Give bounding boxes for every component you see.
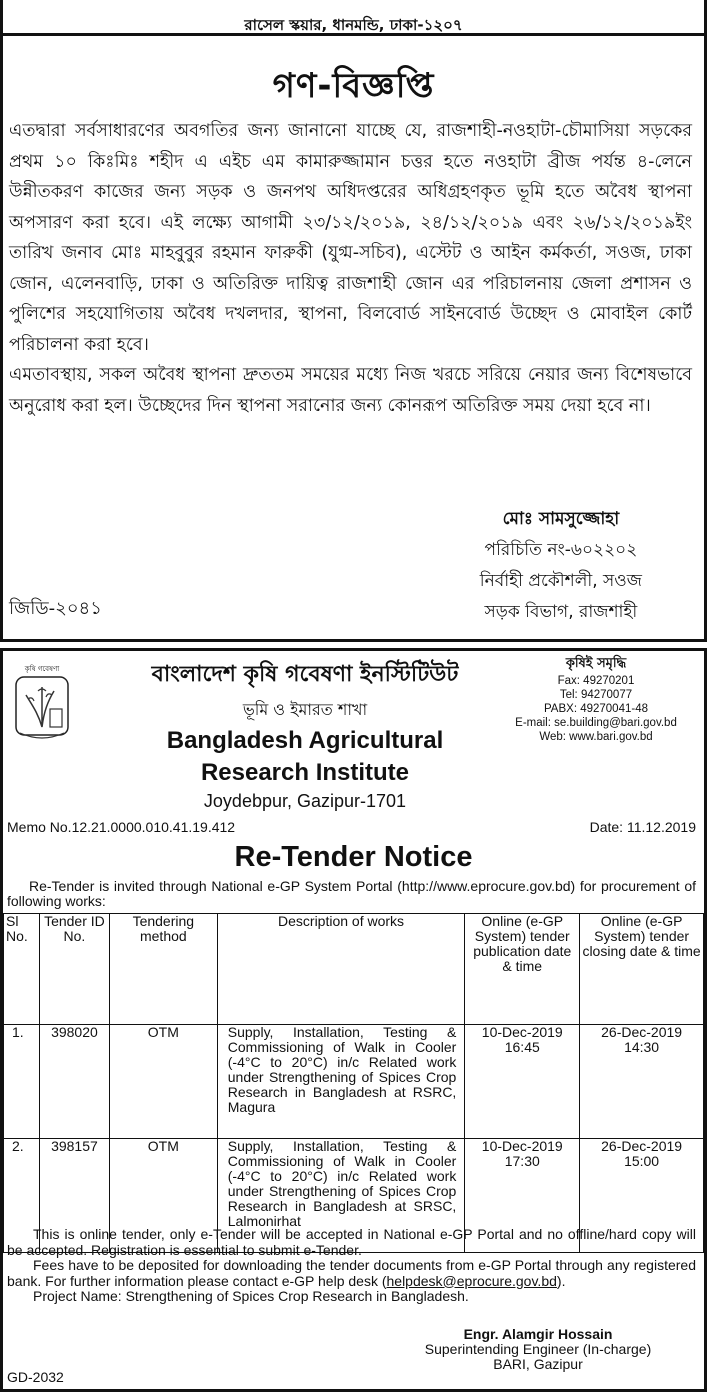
row-publication xyxy=(465,1025,580,1139)
slogan: কৃষিই সমৃদ্ধি xyxy=(565,656,627,671)
signer-office: সড়ক বিভাগ, রাজশাহী xyxy=(484,602,638,622)
notice-header-box xyxy=(3,0,704,36)
fax: Fax: 49270201 xyxy=(557,675,635,687)
branch-name-bn: ভূমি ও ইমারত শাখা xyxy=(242,700,368,719)
closing-date: 26-Dec-2019 xyxy=(601,1024,683,1040)
org-name-bn: বাংলাদেশ কৃষি গবেষণা ইনস্টিটিউট xyxy=(151,662,459,687)
signer-title: Superintending Engineer (In-charge) xyxy=(424,1341,652,1357)
publication-time: 17:30 xyxy=(504,1153,540,1169)
header-method: Tendering method xyxy=(109,914,217,1025)
notice-paragraph-1: এতদ্বারা সর্বসাধারণের অবগতির জন্য জানানো যাচ্ছে যে, রাজশাহী-নওহাটা-চৌমাসিয়া সড়কের প্রথম ১০ কিঃমিঃ শহীদ এ এইচ এম কামারুজ্জামান চত্তর হতে নওহাটা ব্রীজ পর্যন্ত ৪-লেনে উন্নীতকরণ কাজের জন্য সড়ক ও জনপথ অধিদপ্তরের অধিগ্রহণকৃত ভূমি হতে অবৈধ স্থাপনা অপসারণ করা হবে। এই লক্ষ্যে আগামী ২৩/১২/২০১৯, ২৪/১২/২০১৯ এবং ২৬/১২/২০১৯ইং তারিখ জনাব মোঃ মাহবুবুর রহমান ফারুকী (যুগ্ম-সচিব), এস্টেট ও আইন কর্মকর্তা, সওজ, ঢাকা জোন, এলেনবাড়ি, ঢাকা ও অতিরিক্ত দায়িত্ব রাজশাহী জোন এর পরিচালনায় জেলা প্রশাসন ও পুলিশের সহযোগিতায় অবৈধ দখলদার, স্থাপনা, বিলবোর্ড সাইনবোর্ড উচ্ছেদ ও মোবাইল কোর্ট পরিচালনা করা হবে। xyxy=(9,121,692,355)
signer-id: পরিচিতি নং-৬০২২০২ xyxy=(484,540,638,560)
row-description: Supply, Installation, Testing & Commissioning of Walk in Cooler (-4°C to 20°C) in/c Related work under Strengthening of Spices Crop Research in Bangladesh at SRSC, Lalmonirhat xyxy=(217,1139,465,1253)
gd-number: জিডি-২০৪১ xyxy=(9,598,102,619)
closing-time: 14:30 xyxy=(624,1039,660,1055)
org-name-en xyxy=(113,725,497,789)
website: Web: www.bari.gov.bd xyxy=(539,731,653,743)
row-tender-id: 398157 xyxy=(39,1139,109,1253)
signer-name: Engr. Alamgir Hossain xyxy=(463,1326,613,1342)
office-address: রাসেল স্কয়ার, ধানমন্ডি, ঢাকা-১২০৭ xyxy=(244,16,463,34)
row-sl: 1. xyxy=(4,1025,40,1139)
tel: Tel: 94270077 xyxy=(559,689,633,701)
row-closing xyxy=(580,1025,704,1139)
re-tender-notice xyxy=(0,648,707,1392)
table-header-row xyxy=(4,914,704,1025)
org-name-en-line-1: Bangladesh Agricultural xyxy=(166,727,444,754)
org-address: Joydebpur, Gazipur-1701 xyxy=(203,791,407,811)
closing-date: 26-Dec-2019 xyxy=(601,1138,683,1154)
project-name: Project Name: Strengthening of Spices Crop Research in Bangladesh. xyxy=(33,1288,469,1304)
email: E-mail: se.building@bari.gov.bd xyxy=(515,717,677,729)
signer-name: মোঃ সামসুজ্জোহা xyxy=(502,509,620,529)
signer-office: BARI, Gazipur xyxy=(493,1356,583,1372)
notice-paragraph-2: এমতাবস্থায়, সকল অবৈধ স্থাপনা দ্রুততম সময়ের মধ্যে নিজ খরচে সরিয়ে নেয়ার জন্য বিশেষভাবে অনুরোধ করা হল। উচ্ছেদের দিন স্থাপনা সরানোর জন্য কোনরূপ অতিরিক্ত সময় দেয়া হবে না। xyxy=(9,365,692,416)
footer-fees-note xyxy=(7,1258,696,1289)
notice-title: গণ-বিজ্ঞপ্তি xyxy=(272,66,435,106)
header-publication: Online (e-GP System) tender publication date & time xyxy=(465,914,580,1025)
publication-date: 10-Dec-2019 xyxy=(481,1138,563,1154)
header-sl: Sl No. xyxy=(4,914,40,1025)
fees-text-end: ). xyxy=(556,1272,566,1289)
fees-text: Fees have to be deposited for downloading the tender documents from e-GP Portal through any registered bank. For further information please contact e-GP help desk ( xyxy=(7,1257,696,1289)
row-sl: 2. xyxy=(4,1139,40,1253)
signer-title: নির্বাহী প্রকৌশলী, সওজ xyxy=(479,571,642,591)
works-table xyxy=(3,913,704,1253)
public-notice-bn xyxy=(0,0,707,642)
contact-block xyxy=(496,657,696,744)
closing-time: 15:00 xyxy=(624,1153,660,1169)
notice-date: Date: 11.12.2019 xyxy=(589,819,696,835)
row-method: OTM xyxy=(109,1139,217,1253)
publication-date: 10-Dec-2019 xyxy=(481,1024,563,1040)
org-name-en-line-2: Research Institute xyxy=(200,759,410,786)
header-tender-id: Tender ID No. xyxy=(39,914,109,1025)
publication-time: 16:45 xyxy=(504,1039,540,1055)
tender-signature xyxy=(398,1327,678,1372)
table-row xyxy=(4,1025,704,1139)
memo-number: Memo No.12.21.0000.010.41.19.412 xyxy=(7,819,236,835)
row-tender-id: 398020 xyxy=(39,1025,109,1139)
notice-body xyxy=(9,116,692,421)
tender-footer xyxy=(7,1227,696,1305)
header-description: Description of works xyxy=(217,914,465,1025)
row-description: Supply, Installation, Testing & Commissioning of Walk in Cooler (-4°C to 20°C) in/c Related work under Strengthening of Spices Crop Research in Bangladesh at RSRC, Magura xyxy=(217,1025,465,1139)
bari-logo-icon xyxy=(8,665,76,745)
re-tender-intro: Re-Tender is invited through National e-GP System Portal (http://www.eprocure.gov.bd) for procurement of following works: xyxy=(7,878,696,909)
helpdesk-email-link[interactable]: helpdesk@eprocure.gov.bd xyxy=(386,1272,557,1289)
re-tender-title: Re-Tender Notice xyxy=(234,841,473,873)
notice-signature xyxy=(480,504,642,628)
logo-text: কৃষি গবেষণা xyxy=(24,665,60,673)
gd-number: GD-2032 xyxy=(7,1369,64,1385)
footer-online-note: This is online tender, only e-Tender will be accepted in National e-GP Portal and no offline/hard copy will be accepted. Registration is essential to submit e-Tender. xyxy=(7,1226,696,1258)
row-method: OTM xyxy=(109,1025,217,1139)
pabx: PABX: 49270041-48 xyxy=(543,703,648,715)
header-closing: Online (e-GP System) tender closing date & time xyxy=(580,914,704,1025)
